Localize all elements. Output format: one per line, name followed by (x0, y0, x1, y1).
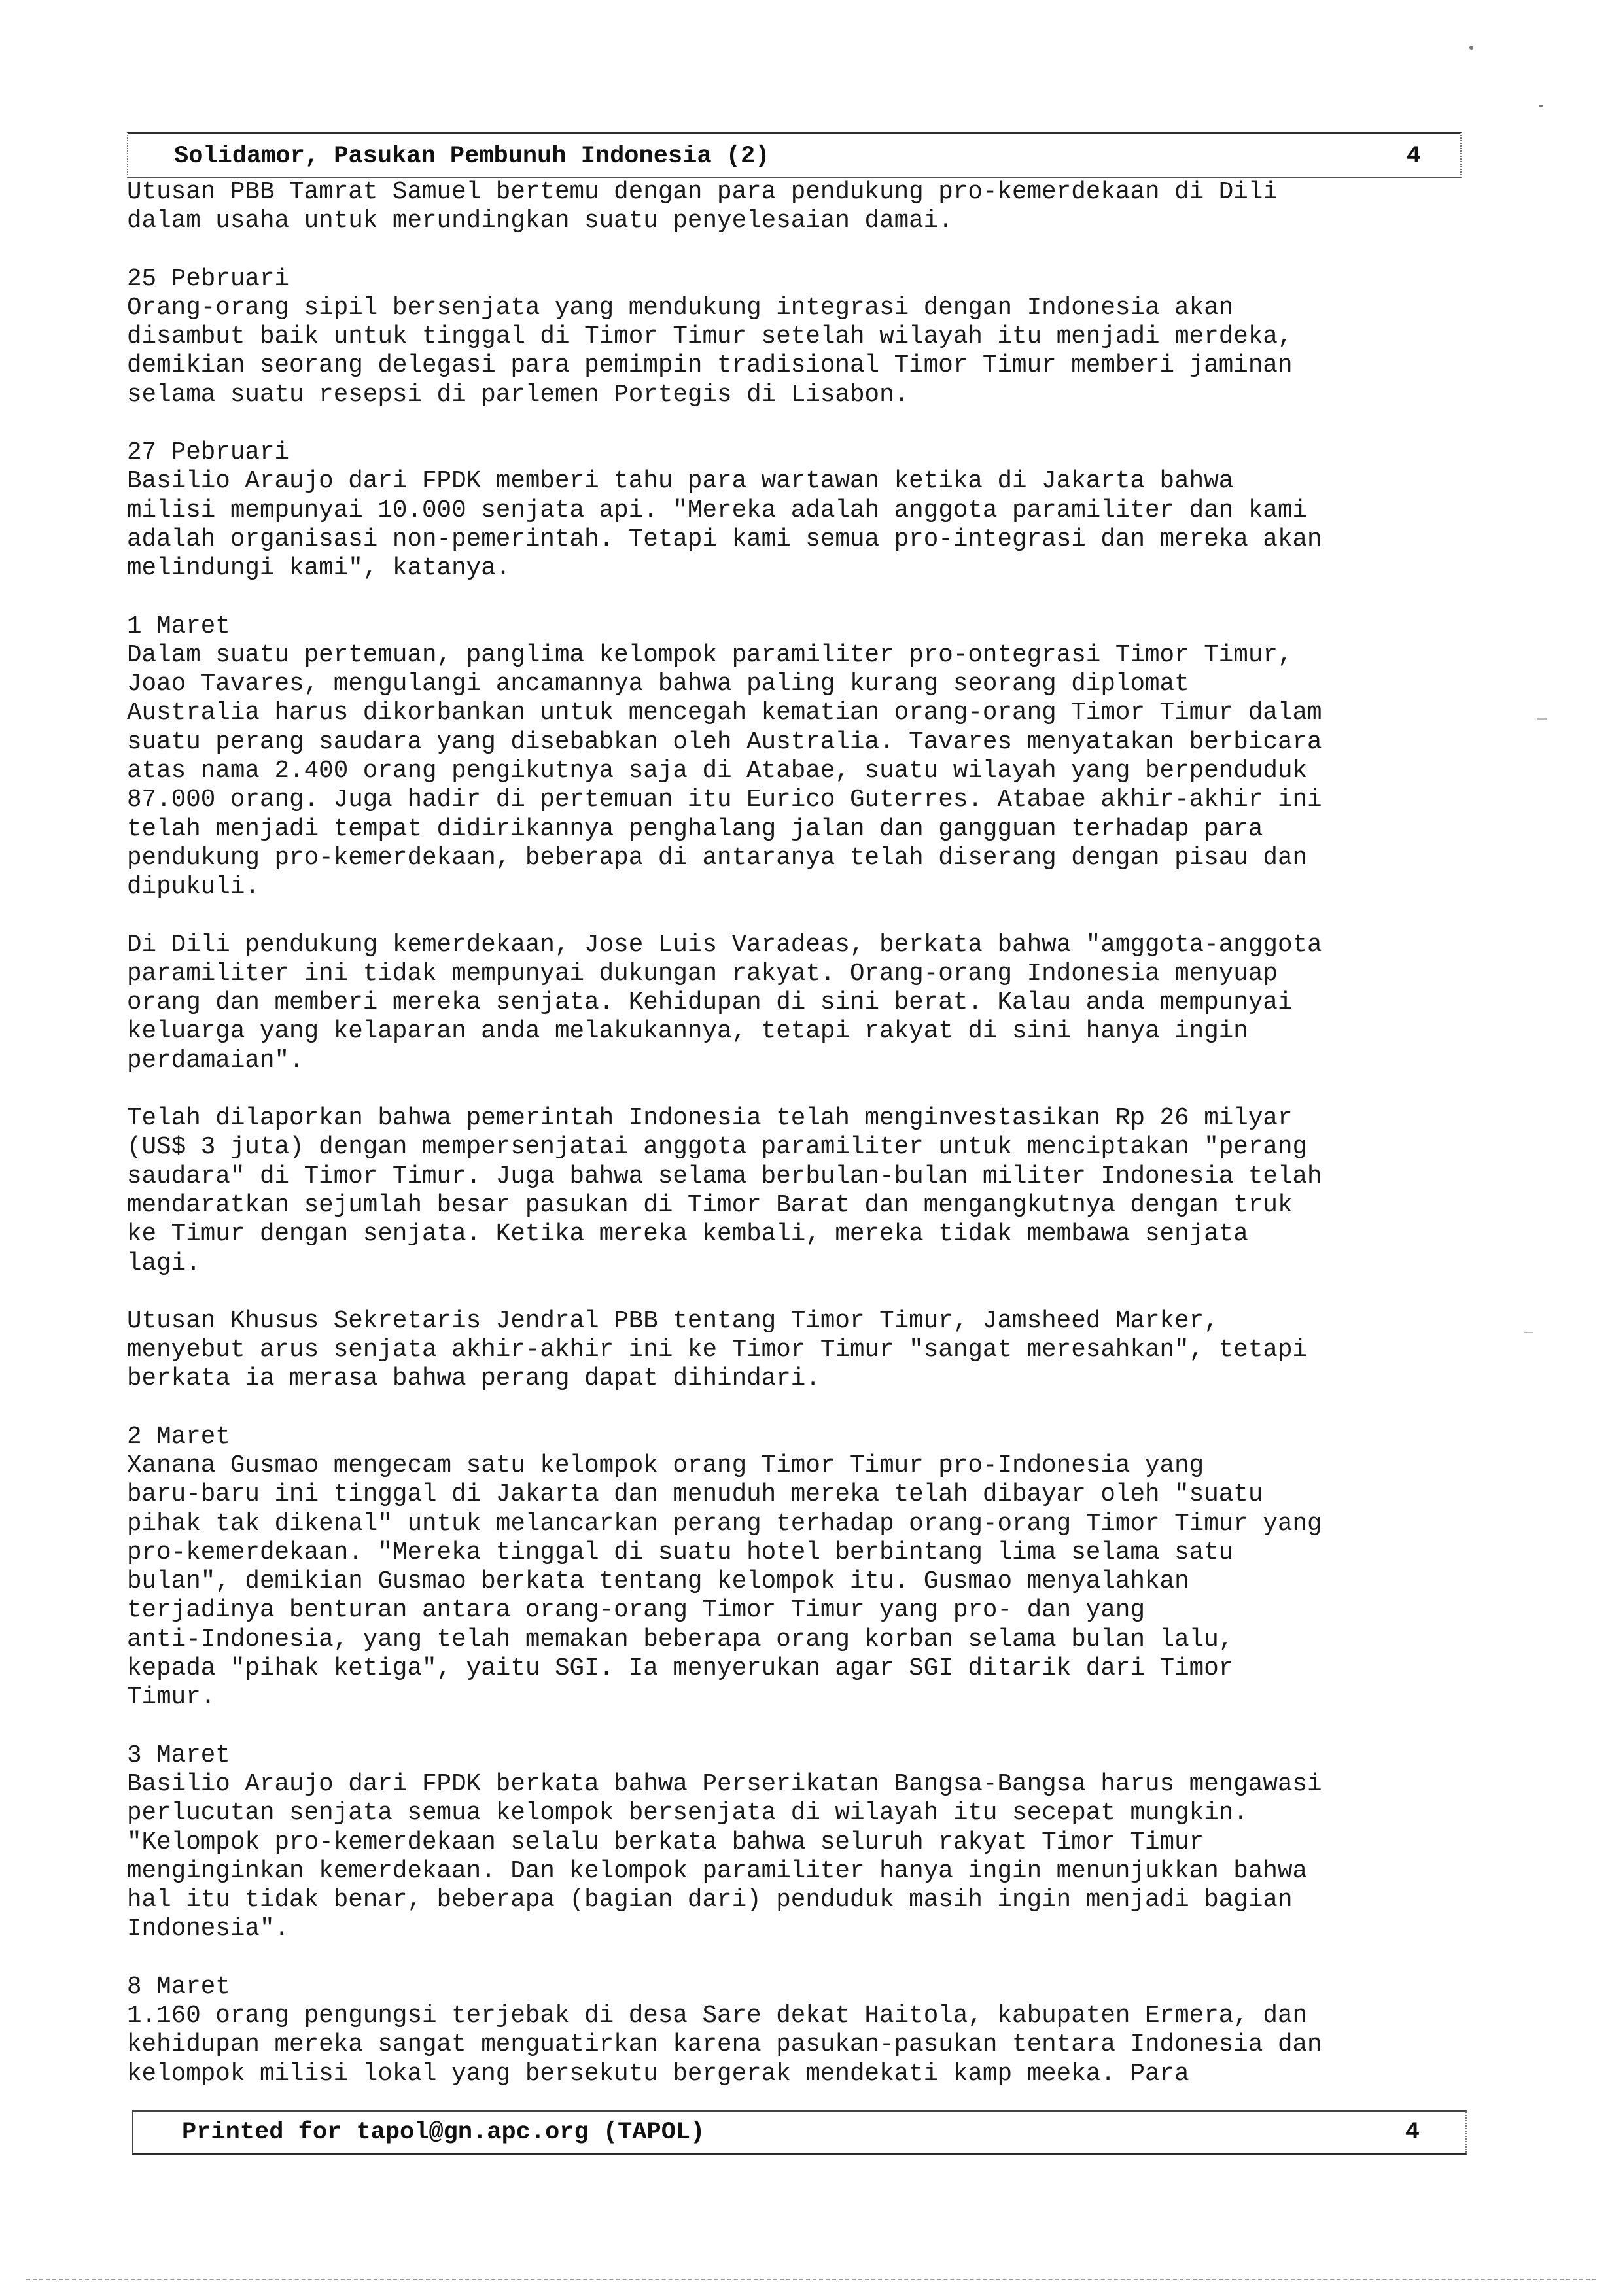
text-line: Dalam suatu pertemuan, panglima kelompok paramiliter pro-ontegrasi Timor Timur, (127, 641, 1293, 669)
text-line: terjadinya benturan antara orang-orang Timor Timur yang pro- dan yang (127, 1597, 1145, 1625)
text-line: melindungi kami", katanya. (127, 555, 511, 583)
paragraph (127, 178, 1475, 236)
text-line: saudara" di Timor Timur. Juga bahwa selama berbulan-bulan militer Indonesia telah (127, 1162, 1322, 1191)
text-line: Utusan PBB Tamrat Samuel bertemu dengan para pendukung pro-kemerdekaan di Dili (127, 179, 1278, 206)
text-line: menyebut arus senjata akhir-akhir ini ke Timor Timur "sangat meresahkan", tetapi (127, 1336, 1308, 1365)
paragraph (127, 1973, 1475, 2089)
paragraph (127, 1104, 1475, 1278)
text-line: telah menjadi tempat didirikannya penghalang jalan dan gangguan terhadap para (127, 815, 1263, 843)
text-line: bulan", demikian Gusmao berkata tentang kelompok itu. Gusmao menyalahkan (127, 1568, 1189, 1596)
text-line: 3 Maret (127, 1741, 230, 1769)
text-line: paramiliter ini tidak mempunyai dukungan rakyat. Orang-orang Indonesia menyuap (127, 960, 1278, 988)
text-line: dalam usaha untuk merundingkan suatu penyelesaian damai. (127, 207, 953, 235)
text-line: ke Timur dengan senjata. Ketika mereka kembali, mereka tidak membawa senjata (127, 1221, 1248, 1249)
text-line: kehidupan mereka sangat menguatirkan karena pasukan-pasukan tentara Indonesia dan (127, 2031, 1322, 2059)
scan-speck (1524, 1332, 1533, 1333)
scan-speck (1539, 105, 1543, 107)
text-line: disambut baik untuk tinggal di Timor Timur setelah wilayah itu menjadi merdeka, (127, 323, 1293, 351)
text-line: 8 Maret (127, 1973, 230, 2001)
document-body (127, 178, 1475, 2117)
paragraph (127, 931, 1475, 1075)
text-line: perdamaian". (127, 1047, 304, 1075)
text-line: 25 Pebruari (127, 265, 290, 293)
text-line: Xanana Gusmao mengecam satu kelompok orang Timor Timur pro-Indonesia yang (127, 1452, 1204, 1480)
text-line: pendukung pro-kemerdekaan, beberapa di antaranya telah diserang dengan pisau dan (127, 844, 1308, 872)
text-line: milisi mempunyai 10.000 senjata api. "Mereka adalah anggota paramiliter dan kami (127, 496, 1308, 525)
text-line: (US$ 3 juta) dengan mempersenjatai anggota paramiliter untuk menciptakan "perang (127, 1134, 1308, 1162)
text-line: Utusan Khusus Sekretaris Jendral PBB tentang Timor Timur, Jamsheed Marker, (127, 1307, 1219, 1335)
scan-bottom-edge (26, 2279, 1596, 2280)
text-line: Australia harus dikorbankan untuk mencegah kematian orang-orang Timor Timur dalam (127, 699, 1322, 727)
text-line: 1 Maret (127, 612, 230, 640)
paragraph (127, 1307, 1475, 1394)
text-line: pihak tak dikenal" untuk melancarkan perang terhadap orang-orang Timor Timur yang (127, 1510, 1322, 1538)
text-line: orang dan memberi mereka senjata. Kehidupan di sini berat. Kalau anda mempunyai (127, 989, 1293, 1017)
text-line: keluarga yang kelaparan anda melakukannya, tetapi rakyat di sini hanya ingin (127, 1018, 1248, 1046)
text-line: Basilio Araujo dari FPDK memberi tahu para wartawan ketika di Jakarta bahwa (127, 468, 1234, 496)
text-line: atas nama 2.400 orang pengikutnya saja di Atabae, suatu wilayah yang berpenduduk (127, 757, 1308, 786)
paragraph (127, 1741, 1475, 1944)
scan-speck (1537, 718, 1547, 720)
text-line: adalah organisasi non-pemerintah. Tetapi kami semua pro-integrasi dan mereka akan (127, 525, 1322, 553)
text-line: 87.000 orang. Juga hadir di pertemuan itu Eurico Guterres. Atabae akhir-akhir ini (127, 786, 1322, 814)
paragraph (127, 612, 1475, 902)
text-line: menginginkan kemerdekaan. Dan kelompok paramiliter hanya ingin menunjukkan bahwa (127, 1857, 1308, 1885)
text-line: 2 Maret (127, 1423, 230, 1451)
scan-speck (1469, 46, 1473, 50)
paragraph (127, 265, 1475, 409)
text-line: Orang-orang sipil bersenjata yang mendukung integrasi dengan Indonesia akan (127, 294, 1234, 322)
text-line: mendaratkan sejumlah besar pasukan di Timor Barat dan mengangkutnya dengan truk (127, 1191, 1293, 1219)
text-line: 1.160 orang pengungsi terjebak di desa Sare dekat Haitola, kabupaten Ermera, dan (127, 2002, 1308, 2030)
text-line: "Kelompok pro-kemerdekaan selalu berkata bahwa seluruh rakyat Timor Timur (127, 1828, 1204, 1856)
page-header (127, 132, 1462, 178)
text-line: pro-kemerdekaan. "Mereka tinggal di suatu hotel berbintang lima selama satu (127, 1539, 1234, 1567)
text-line: hal itu tidak benar, beberapa (bagian dari) penduduk masih ingin menjadi bagian (127, 1887, 1293, 1915)
paragraph (127, 438, 1475, 583)
text-line: Indonesia". (127, 1915, 290, 1943)
text-line: berkata ia merasa bahwa perang dapat dihindari. (127, 1365, 820, 1393)
footer-printed-for: Printed for tapol@gn.apc.org (TAPOL) (182, 2119, 705, 2146)
header-title: Solidamor, Pasukan Pembunuh Indonesia (2) (174, 143, 770, 170)
text-line: kepada "pihak ketiga", yaitu SGI. Ia menyerukan agar SGI ditarik dari Timor (127, 1655, 1234, 1683)
footer-page-number: 4 (1405, 2119, 1420, 2146)
text-line: anti-Indonesia, yang telah memakan beberapa orang korban selama bulan lalu, (127, 1626, 1234, 1654)
text-line: Joao Tavares, mengulangi ancamannya bahwa paling kurang seorang diplomat (127, 670, 1189, 699)
text-line: Basilio Araujo dari FPDK berkata bahwa Perserikatan Bangsa-Bangsa harus mengawasi (127, 1770, 1322, 1798)
page-footer (132, 2110, 1467, 2155)
text-line: baru-baru ini tinggal di Jakarta dan menuduh mereka telah dibayar oleh "suatu (127, 1481, 1263, 1509)
text-line: 27 Pebruari (127, 439, 290, 467)
header-page-number: 4 (1406, 143, 1421, 170)
text-line: Di Dili pendukung kemerdekaan, Jose Luis Varadeas, berkata bahwa "amggota-anggota (127, 931, 1322, 959)
text-line: Timur. (127, 1684, 216, 1712)
paragraph (127, 1423, 1475, 1713)
text-line: demikian seorang delegasi para pemimpin tradisional Timor Timur memberi jaminan (127, 352, 1293, 380)
text-line: kelompok milisi lokal yang bersekutu bergerak mendekati kamp meeka. Para (127, 2060, 1189, 2088)
text-line: dipukuli. (127, 873, 260, 901)
text-line: perlucutan senjata semua kelompok bersenjata di wilayah itu secepat mungkin. (127, 1800, 1248, 1828)
text-line: Telah dilaporkan bahwa pemerintah Indonesia telah menginvestasikan Rp 26 milyar (127, 1105, 1293, 1133)
text-line: suatu perang saudara yang disebabkan oleh Australia. Tavares menyatakan berbicara (127, 728, 1322, 756)
text-line: lagi. (127, 1249, 201, 1278)
text-line: selama suatu resepsi di parlemen Portegis di Lisabon. (127, 381, 909, 409)
